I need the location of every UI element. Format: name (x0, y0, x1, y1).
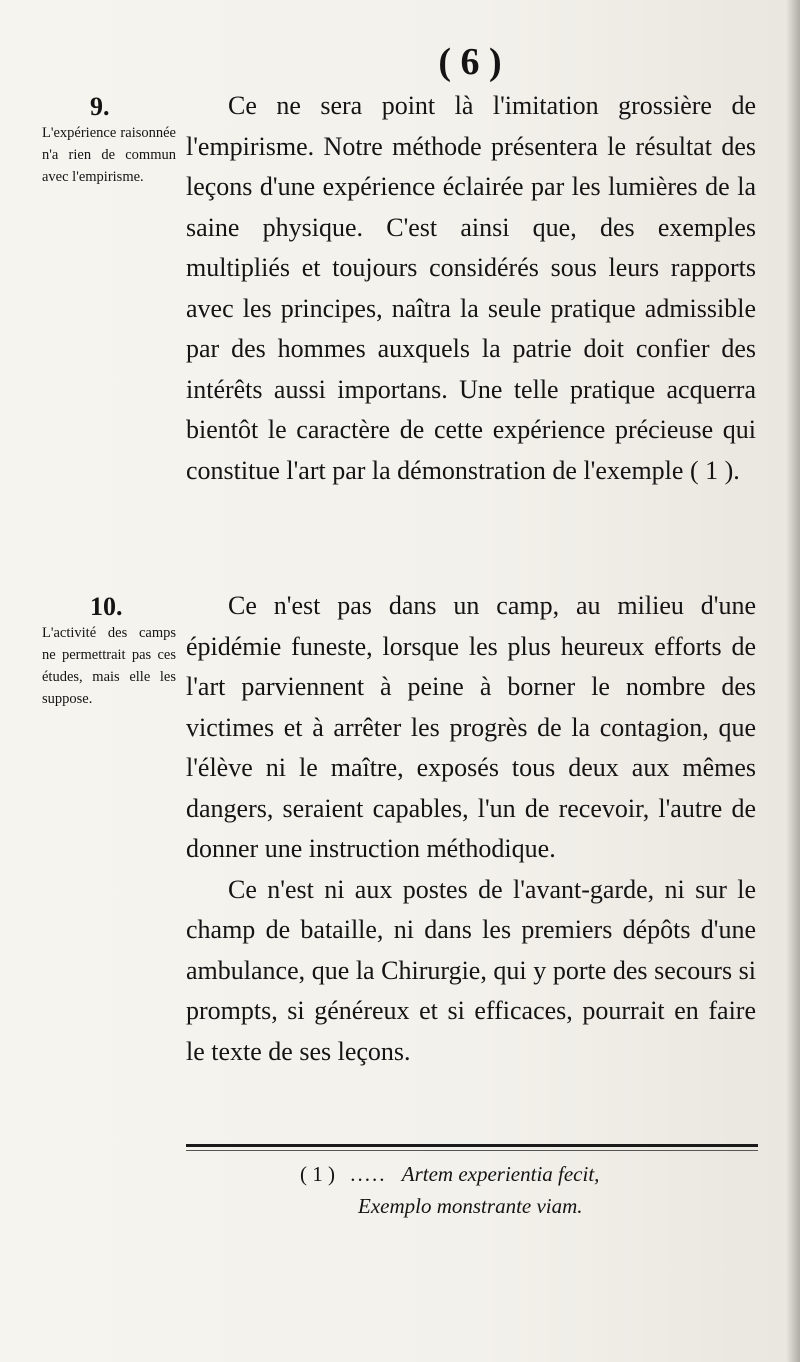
footnote-rule-thin (186, 1150, 758, 1151)
footnote-rule (186, 1144, 758, 1147)
footnote-dots: ..... (350, 1162, 387, 1186)
paragraph: Ce n'est pas dans un camp, au milieu d'une épidémie funeste, lorsque les plus heureux efforts de l'art parviennent à peine à borner le nombre des victimes et à arrêter les progrès de la contagion, que l'élève ni le maître, exposés tous deux aux mêmes dangers, seraient capables, l'un de recevoir, l'autre de donner une instruction méthodique. (186, 591, 756, 863)
footnote (300, 1158, 760, 1222)
footnote-mark: ( 1 ) (300, 1162, 335, 1186)
footnote-quote-1: Artem experientia fecit, (401, 1162, 600, 1186)
margin-note-number: 9. (90, 92, 110, 121)
margin-note-text: L'activité des camps ne permettrait pas ces études, mais elle les suppose. (42, 625, 176, 707)
footnote-quote-2: Exemplo monstrante viam. (358, 1194, 583, 1218)
paragraph: Ce ne sera point là l'imitation grossière de l'empirisme. Notre méthode présentera le résultat des leçons d'une expérience éclairée par les lumières de la saine physique. C'est ainsi que, des exemples multipliés et toujours considérés sous leurs rapports avec les principes, naîtra la seule pratique admissible par des hommes auxquels la patrie doit confier des intérêts aussi importans. Une telle pratique acquerra bientôt le caractère de cette expérience précieuse qui constitue l'art par la démonstration de l'exemple ( 1 ). (186, 91, 756, 485)
footnote-line-1 (300, 1162, 599, 1186)
page-number: ( 6 ) (438, 41, 502, 83)
footnote-reference: ( 1 ). (689, 455, 740, 485)
body-text-continued (186, 586, 756, 1072)
margin-note-number: 10. (90, 592, 123, 621)
margin-note-text: L'expérience raisonnée n'a rien de commun avec l'empirisme. (42, 125, 176, 185)
margin-note-10 (42, 592, 176, 710)
paragraph: Ce n'est ni aux postes de l'avant-garde, ni sur le champ de bataille, ni dans les premiers dépôts d'une ambulance, que la Chirurgie, qui y porte des secours si prompts, si généreux et si efficaces, pourrait en faire le texte de ses leçons. (186, 874, 756, 1066)
page-edge-shadow (786, 0, 800, 1362)
body-text (186, 86, 756, 491)
margin-note-9 (42, 92, 176, 188)
